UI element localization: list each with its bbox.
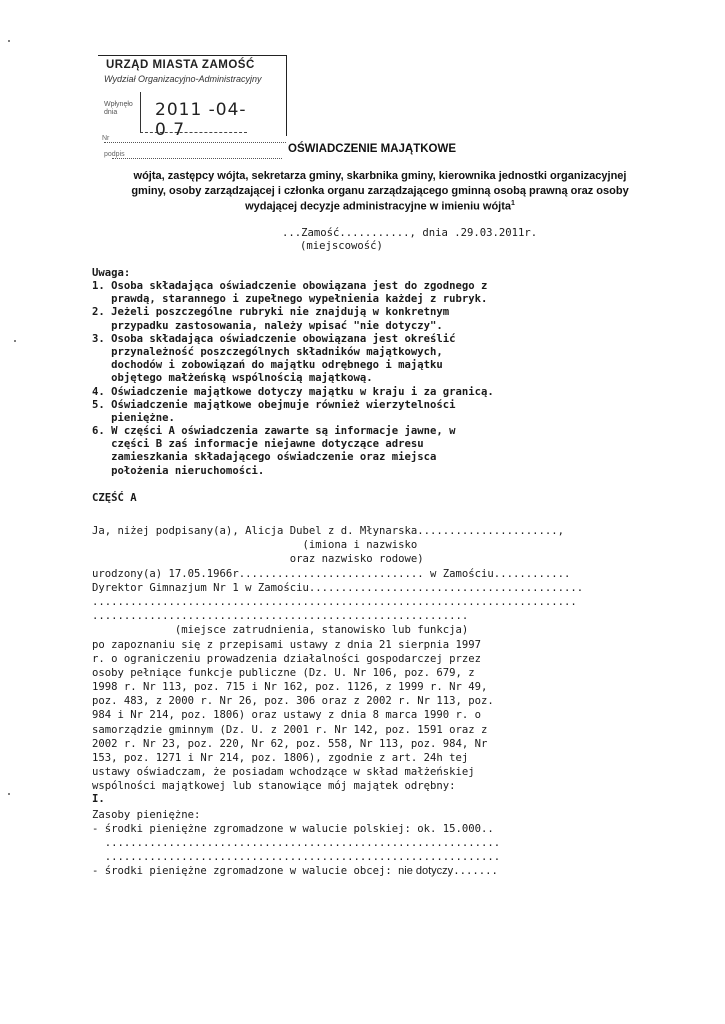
note-line: 5. Oświadczenie majątkowe obejmuje również wierzytelności <box>92 398 456 411</box>
section-i-heading: I. <box>92 793 105 805</box>
scan-speck <box>8 40 10 42</box>
part-a-line: (imiona i nazwisko <box>92 539 418 552</box>
part-a-line: samorządzie gminnym (Dz. U. z 2001 r. Nr 142, poz. 1591 oraz z <box>92 723 488 736</box>
note-line: pieniężne. <box>92 411 175 424</box>
note-line: prawdą, starannego i zupełnego wypełnienia każdej z rubryk. <box>92 293 488 306</box>
note-line: przynależność poszczególnych składników majątkowych, <box>92 345 443 358</box>
document-subtitle-line2: gminy, osoby zarządzającej i członka organu zarządzającego gminną osobą prawną oraz osoby <box>131 185 629 197</box>
note-line: 1. Osoba składająca oświadczenie obowiązana jest do zgodnego z <box>92 280 488 292</box>
note-line: 2. Jeżeli poszczególne rubryki nie znajdują w konkretnym <box>92 306 450 319</box>
section-i-line: - środki pieniężne zgromadzone w walucie polskiej: ok. 15.000.. <box>92 823 494 835</box>
part-a-line: ustawy oświadczam, że posiadam wchodzące w skład małżeńskiej <box>92 766 475 779</box>
section-i-line: .............................................................. <box>92 851 501 863</box>
note-line: położenia nieruchomości. <box>92 464 265 477</box>
notes-heading: Uwaga: <box>92 267 131 279</box>
part-a-line: Ja, niżej podpisany(a), Alicja Dubel z d. Młynarska......................, <box>92 525 564 537</box>
note-line: 4. Oświadczenie majątkowe dotyczy majątku w kraju i za granicą. <box>92 385 494 398</box>
note-line: przypadku zastosowania, należy wpisać "nie dotyczy". <box>92 319 443 332</box>
part-a-line: 984 i Nr 214, poz. 1806) oraz ustawy z dnia 8 marca 1990 r. o <box>92 709 482 722</box>
document-subtitle-line1: wójta, zastępcy wójta, sekretarza gminy, skarbnika gminy, kierownika jednostki organizacyjnej <box>133 170 627 182</box>
part-a-line: oraz nazwisko rodowe) <box>92 553 424 566</box>
part-a-line: 153, poz. 1271 i Nr 214, poz. 1806), zgodnie z art. 24h tej <box>92 752 469 764</box>
part-a-line: 2002 r. Nr 23, poz. 220, Nr 62, poz. 558, Nr 113, poz. 984, Nr <box>92 737 488 750</box>
document-subtitle-line3: wydającej decyzje administracyjne w imieniu wójta <box>245 200 512 213</box>
section-i-body <box>92 808 500 878</box>
part-a-body <box>92 524 583 794</box>
foreign-currency-value: nie dotyczy <box>398 865 454 877</box>
stamp-received-label: Wpłynęło dnia <box>104 101 133 116</box>
stamp-office-name: URZĄD MIASTA ZAMOŚĆ <box>106 59 255 71</box>
office-stamp <box>98 55 288 165</box>
part-a-line: poz. 483, z 2000 r. Nr 26, poz. 306 oraz z 2002 r. Nr 113, poz. <box>92 695 494 708</box>
document-title: OŚWIADCZENIE MAJĄTKOWE <box>288 143 457 155</box>
note-line: objętego małżeńską wspólnością majątkową. <box>92 372 373 385</box>
section-i-line: Zasoby pieniężne: <box>92 809 201 821</box>
part-a-line: ............................................................................ <box>92 595 577 608</box>
stamp-date: 2011 -04- 0 7 <box>155 100 247 140</box>
part-a-line: (miejsce zatrudnienia, stanowisko lub funkcja) <box>92 624 469 637</box>
stamp-department: Wydział Organizacyjno-Administracyjny <box>104 74 262 84</box>
note-line: 6. W części A oświadczenia zawarte są informacje jawne, w <box>92 425 456 438</box>
part-a-line: urodzony(a) 17.05.1966r............................. w Zamościu............ <box>92 567 571 580</box>
note-line: 3. Osoba składająca oświadczenie obowiązana jest określić <box>92 332 456 345</box>
note-line: dochodów i zobowiązań do majątku odrębnego i majątku <box>92 359 443 372</box>
part-a-line: osoby pełniące funkcje publiczne (Dz. U. Nr 106, poz. 679, z <box>92 666 475 679</box>
part-a-heading: CZĘŚĆ A <box>92 492 137 504</box>
part-a-line: Dyrektor Gimnazjum Nr 1 w Zamościu........................................... <box>92 581 584 594</box>
stamp-signature-label: podpis <box>104 151 125 158</box>
note-line: części B zaś informacje niejawne dotyczące adresu <box>92 438 424 451</box>
place-caption: (miejscowość) <box>300 240 383 252</box>
part-a-line: 1998 r. Nr 113, poz. 715 i Nr 162, poz. 1126, z 1999 r. Nr 49, <box>92 681 488 694</box>
part-a-line: po zapoznaniu się z przepisami ustawy z dnia 21 sierpnia 1997 <box>92 638 482 651</box>
section-i-line: .............................................................. <box>92 837 501 849</box>
part-a-line: r. o ograniczeniu prowadzenia działalności gospodarczej przez <box>92 652 482 665</box>
stamp-signature-line <box>112 158 282 159</box>
stamp-date-box <box>140 92 247 140</box>
place-date-line: ...Zamość..........., dnia .29.03.2011r. <box>282 227 538 239</box>
part-a-line: wspólności majątkowej lub stanowiące mój majątek odrębny: <box>92 780 456 793</box>
scan-speck <box>8 793 10 795</box>
stamp-nr-label: Nr <box>102 135 110 142</box>
notes-list <box>92 280 494 478</box>
section-i-line: - środki pieniężne zgromadzone w walucie obcej: nie dotyczy....... <box>92 865 498 877</box>
footnote-mark: 1 <box>511 200 515 207</box>
foreign-currency-dots: ....... <box>453 865 498 877</box>
scan-speck <box>14 340 16 342</box>
document-subtitle-line3-wrap <box>100 200 660 213</box>
note-line: zamieszkania składającego oświadczenie oraz miejsca <box>92 451 437 464</box>
part-a-line: ........................................................... <box>92 610 469 623</box>
stamp-nr-line <box>104 142 286 143</box>
